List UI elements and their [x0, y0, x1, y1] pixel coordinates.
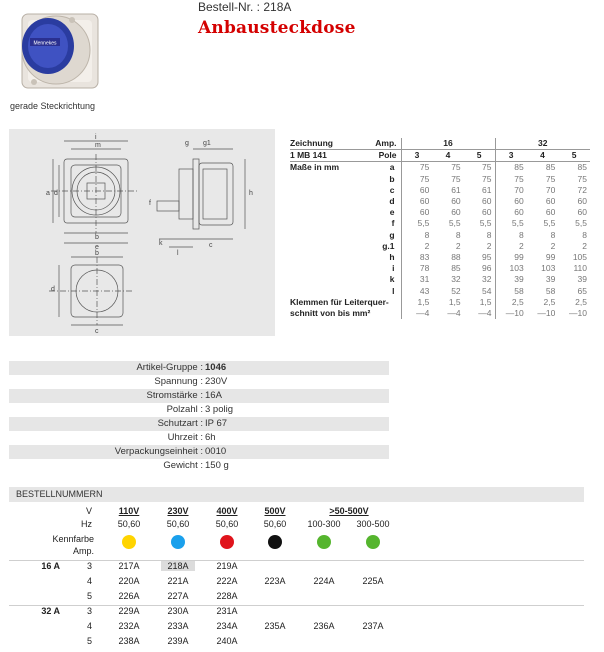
- dims-value: 60: [577, 196, 587, 207]
- svg-text:a: a: [46, 190, 50, 197]
- dims-value: 75: [495, 174, 527, 185]
- spec-label: Stromstärke :: [146, 390, 203, 401]
- dims-masse-label: Maße in mm: [290, 162, 340, 173]
- dims-value: 75: [482, 173, 492, 184]
- spec-value: 1046: [205, 362, 227, 373]
- svg-text:c: c: [95, 328, 99, 335]
- dims-value: 8: [455, 229, 461, 240]
- order-code: 236A: [313, 621, 335, 631]
- dims-value: 43: [401, 286, 432, 297]
- svg-text:m: m: [95, 142, 101, 149]
- dims-row: [290, 286, 590, 297]
- dims-value: 60: [451, 207, 461, 218]
- dims-value: 8: [486, 229, 492, 240]
- dims-value: 60: [401, 196, 432, 207]
- dims-value: 32: [482, 274, 492, 285]
- frequency-header: 100-300: [307, 519, 341, 529]
- pole-header: 5: [571, 150, 577, 161]
- spec-label: Polzahl :: [166, 404, 203, 415]
- order-code: 227A: [167, 591, 189, 601]
- amp-group-label: 16 A: [41, 561, 60, 571]
- dims-value: 60: [482, 196, 492, 207]
- dims-value: 110: [573, 263, 587, 274]
- voltage-header: 230V: [167, 506, 189, 516]
- spec-label: Spannung :: [154, 376, 203, 387]
- dims-value: 8: [582, 229, 587, 240]
- dims-key: e: [389, 207, 395, 218]
- svg-text:g: g: [185, 140, 189, 147]
- order-code: 231A: [216, 606, 238, 616]
- dims-key: f: [391, 218, 395, 229]
- order-code: 219A: [216, 561, 238, 571]
- svg-text:g1: g1: [203, 140, 211, 147]
- dims-value: 2: [401, 241, 432, 252]
- order-code: 221A: [167, 576, 189, 586]
- order-code: 234A: [216, 621, 238, 631]
- dims-value: 99: [545, 252, 556, 263]
- dims-value: 103: [541, 263, 556, 274]
- dims-value: 75: [451, 173, 461, 184]
- dims-value: 105: [572, 252, 587, 263]
- dims-value: 60: [401, 185, 432, 196]
- amp-group-label: 32 A: [41, 606, 60, 616]
- dims-value: 5,5: [575, 218, 587, 229]
- order-code: 239A: [167, 636, 189, 646]
- color-code-dot: [366, 535, 380, 549]
- dims-key: d: [389, 196, 395, 207]
- spec-label: Gewicht :: [163, 460, 203, 471]
- zeichnung-label: Zeichnung: [290, 138, 333, 148]
- dims-value: 60: [495, 196, 527, 207]
- pole-header: 4: [445, 150, 451, 161]
- spec-label: Schutzart :: [157, 418, 203, 429]
- order-code: 217A: [118, 561, 140, 571]
- dims-row: [290, 263, 590, 274]
- dims-value: 65: [577, 285, 587, 296]
- spec-label: Uhrzeit :: [167, 432, 203, 443]
- dims-value: 31: [401, 274, 432, 285]
- dims-value: 83: [401, 252, 432, 263]
- dims-value: 1,5: [479, 296, 492, 307]
- dims-value: 2: [550, 240, 556, 251]
- pole-header: 4: [540, 150, 545, 161]
- svg-text:i: i: [95, 134, 97, 141]
- dims-row: [290, 185, 590, 196]
- order-code: 226A: [118, 591, 140, 601]
- dims-value: 75: [451, 162, 461, 173]
- spec-value: 0010: [205, 446, 227, 457]
- klemmen-label: Klemmen für Leiterquer-: [290, 296, 389, 307]
- dims-row: [290, 297, 590, 308]
- spec-row: [9, 459, 389, 473]
- dims-value: 60: [495, 207, 527, 218]
- dims-value: 1,5: [401, 297, 432, 308]
- order-code: 223A: [264, 576, 286, 586]
- dims-value: 61: [482, 184, 492, 195]
- dims-value: 85: [451, 263, 461, 274]
- dims-value: 60: [545, 196, 556, 207]
- dims-value: 8: [495, 230, 527, 241]
- dims-value: 75: [545, 173, 556, 184]
- svg-text:d: d: [54, 190, 58, 197]
- dims-value: 72: [577, 184, 587, 195]
- voltage-label: V: [85, 506, 92, 516]
- voltage-header: 400V: [216, 506, 238, 516]
- pole-count: 4: [86, 621, 92, 631]
- voltage-header: 110V: [118, 506, 140, 516]
- spec-value: 6h: [205, 432, 216, 443]
- dims-value: —10: [569, 308, 587, 319]
- pole-count: 3: [86, 561, 92, 571]
- frequency-header: 50,60: [117, 519, 141, 529]
- dims-value: 60: [451, 196, 461, 207]
- specs-table: [9, 361, 389, 473]
- dims-value: 70: [545, 184, 556, 195]
- color-code-dot: [220, 535, 234, 549]
- frequency-header: 50,60: [263, 519, 287, 529]
- product-photo: [12, 6, 104, 92]
- voltage-header: 500V: [264, 506, 286, 516]
- klemmen-label: schnitt von bis mm²: [290, 308, 371, 319]
- frequency-header: 300-500: [356, 519, 390, 529]
- pole-header: 3: [401, 150, 432, 162]
- dims-value: 2,5: [543, 296, 556, 307]
- dims-row: [290, 162, 590, 174]
- dims-row: [290, 218, 590, 229]
- svg-text:b: b: [95, 250, 99, 257]
- order-code: 229A: [118, 606, 140, 616]
- order-code: 237A: [362, 621, 384, 631]
- spec-value: IP 67: [205, 418, 228, 429]
- spec-row: [9, 389, 389, 403]
- dims-value: 60: [577, 207, 587, 218]
- order-code: 220A: [118, 576, 140, 586]
- amp-label: Amp.: [375, 138, 397, 148]
- dims-row: [290, 241, 590, 252]
- dims-key: b: [389, 173, 395, 184]
- dims-value: 85: [495, 162, 527, 174]
- dims-value: 5,5: [479, 218, 492, 229]
- group-divider: [9, 605, 584, 606]
- dims-value: 88: [451, 252, 461, 263]
- dims-value: 60: [401, 207, 432, 218]
- pole-count: 5: [86, 591, 92, 601]
- dims-row: [290, 207, 590, 218]
- dims-value: 58: [545, 285, 556, 296]
- dims-key: g.1: [382, 240, 395, 251]
- svg-text:k: k: [159, 240, 163, 247]
- dims-value: 58: [495, 286, 527, 297]
- order-code: 224A: [313, 576, 335, 586]
- spec-label: Verpackungseinheit :: [114, 446, 203, 457]
- dims-value: 2: [455, 240, 461, 251]
- dims-value: 32: [451, 274, 461, 285]
- voltage-header: >50-500V: [329, 506, 369, 516]
- dims-value: 75: [401, 174, 432, 185]
- svg-text:f: f: [149, 200, 151, 207]
- pole-header: 3: [495, 150, 527, 162]
- spec-value: 16A: [205, 390, 222, 401]
- order-code: 238A: [118, 636, 140, 646]
- frequency-header: 50,60: [166, 519, 190, 529]
- color-code-dot: [317, 535, 331, 549]
- pole-count: 3: [86, 606, 92, 616]
- svg-text:h: h: [249, 190, 253, 197]
- color-code-dot: [171, 535, 185, 549]
- svg-text:e: e: [95, 244, 99, 251]
- dims-value: 85: [545, 162, 556, 173]
- page-title: Anbausteckdose: [198, 18, 356, 38]
- svg-text:d: d: [51, 286, 55, 293]
- mb-label: 1 MB 141: [290, 150, 327, 161]
- spec-row: [9, 431, 389, 445]
- group-divider: [9, 560, 584, 561]
- dims-key: c: [389, 184, 395, 195]
- dims-value: 60: [545, 207, 556, 218]
- svg-text:b: b: [95, 234, 99, 241]
- color-code-dot: [268, 535, 282, 549]
- order-code: 235A: [264, 621, 286, 631]
- dims-value: 75: [401, 162, 432, 174]
- order-number-heading: Bestell-Nr. : 218A: [198, 0, 292, 14]
- order-code: 232A: [118, 621, 140, 631]
- dims-row: [290, 174, 590, 185]
- order-code: 230A: [167, 606, 189, 616]
- dims-row: [290, 274, 590, 285]
- order-numbers-heading: BESTELLNUMMERN: [9, 487, 584, 502]
- pole-label: Pole: [378, 150, 397, 161]
- pole-count: 4: [86, 576, 92, 586]
- dims-value: 99: [495, 252, 527, 263]
- dims-value: —4: [478, 308, 492, 319]
- spec-row: [9, 375, 389, 389]
- dims-key: l: [392, 285, 395, 296]
- spec-value: 230V: [205, 376, 228, 387]
- dims-value: 75: [577, 173, 587, 184]
- dims-row: [290, 252, 590, 263]
- dims-row: [290, 308, 590, 319]
- order-code: 233A: [167, 621, 189, 631]
- order-code: 240A: [216, 636, 238, 646]
- dims-value: 61: [451, 184, 461, 195]
- spec-value: 3 polig: [205, 404, 233, 415]
- frequency-header: 50,60: [215, 519, 239, 529]
- hz-label: Hz: [81, 519, 92, 529]
- dims-value: —4: [401, 308, 432, 319]
- dims-value: 2,5: [495, 297, 527, 308]
- dims-value: 2,5: [575, 296, 587, 307]
- dims-value: 2: [582, 240, 587, 251]
- order-code: 228A: [216, 591, 238, 601]
- order-code: 225A: [362, 576, 384, 586]
- dims-value: —4: [447, 308, 461, 319]
- dims-value: 39: [577, 274, 587, 285]
- dims-value: 5,5: [401, 218, 432, 229]
- color-code-dot: [122, 535, 136, 549]
- dims-value: 52: [451, 285, 461, 296]
- dims-value: 85: [577, 162, 587, 173]
- dimensions-table: [290, 138, 590, 319]
- spec-row: [9, 403, 389, 417]
- svg-text:c: c: [209, 242, 213, 249]
- dims-value: —10: [495, 308, 527, 319]
- dims-value: 95: [482, 252, 492, 263]
- dims-value: 103: [495, 263, 527, 274]
- dims-key: g: [389, 229, 395, 240]
- dims-value: 70: [495, 185, 527, 196]
- dims-value: 60: [482, 207, 492, 218]
- dims-value: —10: [537, 308, 556, 319]
- dims-key: a: [389, 162, 395, 173]
- dims-key: k: [389, 274, 395, 285]
- svg-text:l: l: [177, 250, 179, 257]
- amp-label: Amp.: [72, 546, 94, 556]
- brand-logo: Mennekes: [33, 40, 57, 47]
- dims-value: 96: [482, 263, 492, 274]
- spec-label: Artikel-Gruppe :: [136, 362, 203, 373]
- order-code: 222A: [216, 576, 238, 586]
- dims-row: [290, 196, 590, 207]
- dims-value: 2: [486, 240, 492, 251]
- dims-value: 39: [545, 274, 556, 285]
- spec-row: [9, 417, 389, 431]
- spec-row: [9, 445, 389, 459]
- dims-value: 5,5: [495, 218, 527, 229]
- dims-value: 39: [495, 274, 527, 285]
- dims-key: h: [389, 252, 395, 263]
- order-code: 218A: [161, 561, 195, 571]
- spec-row: [9, 361, 389, 375]
- dims-row: [290, 230, 590, 241]
- dims-value: 75: [482, 162, 492, 173]
- photo-caption: gerade Steckrichtung: [10, 101, 96, 111]
- dims-value: 5,5: [543, 218, 556, 229]
- dims-key: i: [392, 263, 395, 274]
- technical-drawing: [9, 129, 275, 336]
- dims-value: 8: [401, 230, 432, 241]
- amp32-header: 32: [495, 138, 590, 150]
- dims-value: 5,5: [448, 218, 461, 229]
- dims-value: 2: [495, 241, 527, 252]
- amp16-header: 16: [401, 138, 495, 150]
- pole-count: 5: [86, 636, 92, 646]
- pole-header: 5: [476, 150, 482, 161]
- dims-value: 54: [482, 285, 492, 296]
- dims-value: 8: [550, 229, 556, 240]
- dims-value: 1,5: [448, 296, 461, 307]
- spec-value: 150 g: [205, 460, 229, 471]
- dims-value: 78: [401, 263, 432, 274]
- kennfarbe-label: Kennfarbe: [52, 534, 94, 544]
